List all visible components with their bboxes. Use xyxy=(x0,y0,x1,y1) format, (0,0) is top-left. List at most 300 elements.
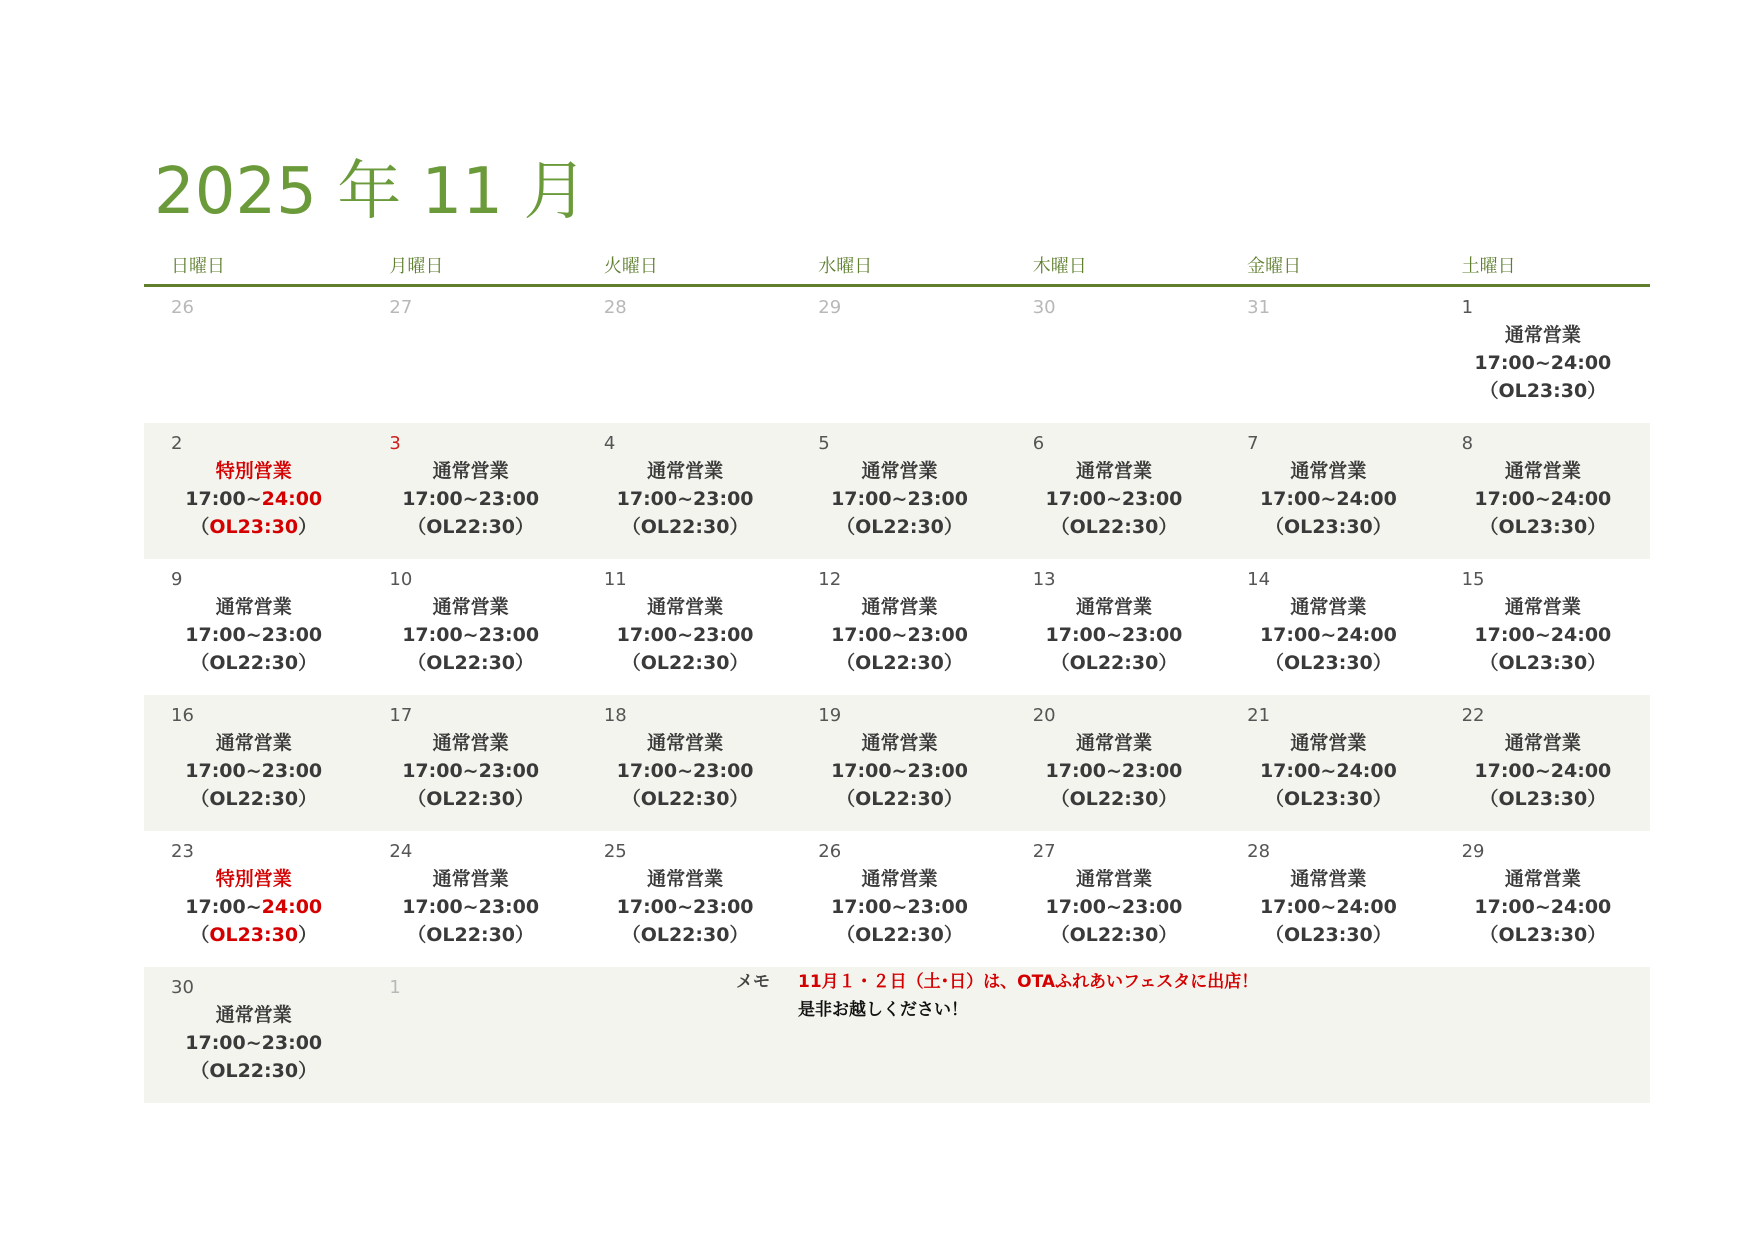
time-separator: ~ xyxy=(1534,488,1551,510)
open-time: 17:00 xyxy=(831,488,892,510)
open-time: 17:00 xyxy=(616,624,678,646)
open-time: 17:00 xyxy=(1045,624,1106,646)
paren-open: （ xyxy=(407,924,427,946)
day-number: 1 xyxy=(389,977,401,998)
paren-open: （ xyxy=(407,788,427,810)
business-status: 通常営業 xyxy=(215,732,292,754)
calendar-day-cell xyxy=(1007,287,1221,423)
hours-line xyxy=(1436,349,1650,377)
last-order-line xyxy=(1436,785,1650,813)
last-order-time: OL22:30 xyxy=(855,788,944,810)
close-time: 23:00 xyxy=(693,488,754,510)
hours-line xyxy=(363,485,577,513)
paren-open: （ xyxy=(621,516,641,538)
paren-close: ） xyxy=(1587,516,1607,538)
close-time: 24:00 xyxy=(1550,488,1612,510)
business-status: 通常営業 xyxy=(1504,460,1581,482)
last-order-time: OL22:30 xyxy=(426,652,516,674)
open-time: 17:00 xyxy=(185,760,246,782)
business-hours xyxy=(1007,865,1221,949)
hours-line xyxy=(1221,893,1435,921)
day-number: 11 xyxy=(603,569,627,590)
paren-close: ） xyxy=(1158,516,1178,538)
open-time: 17:00 xyxy=(1474,624,1535,646)
open-time: 17:00 xyxy=(185,896,246,918)
open-time: 17:00 xyxy=(185,488,246,510)
weekday-label: 日曜日 xyxy=(171,256,225,277)
close-time: 23:00 xyxy=(907,760,968,782)
close-time: 24:00 xyxy=(261,896,323,918)
calendar-day-cell xyxy=(1221,423,1435,559)
paren-open: （ xyxy=(1265,516,1285,538)
last-order-time: OL22:30 xyxy=(855,516,944,538)
hours-line xyxy=(144,757,363,785)
open-time: 17:00 xyxy=(402,624,463,646)
business-hours xyxy=(578,865,792,949)
paren-open: （ xyxy=(1479,924,1499,946)
business-status: 通常営業 xyxy=(1290,596,1367,618)
last-order-time: OL22:30 xyxy=(426,516,516,538)
close-time: 23:00 xyxy=(261,760,323,782)
close-time: 24:00 xyxy=(1336,488,1397,510)
day-number: 31 xyxy=(1247,297,1271,318)
business-hours xyxy=(363,729,577,813)
time-separator: ~ xyxy=(245,760,262,782)
last-order-time: OL22:30 xyxy=(640,924,730,946)
paren-close: ） xyxy=(1587,924,1607,946)
business-hours xyxy=(792,865,1006,949)
paren-open: （ xyxy=(836,924,856,946)
business-hours xyxy=(1007,593,1221,677)
close-time: 23:00 xyxy=(1121,488,1183,510)
business-hours xyxy=(792,729,1006,813)
business-hours xyxy=(578,593,792,677)
calendar-day-cell xyxy=(363,967,577,1103)
day-number: 2 xyxy=(171,433,183,454)
calendar-day-cell xyxy=(363,695,577,831)
day-number: 29 xyxy=(818,297,842,318)
business-status: 通常営業 xyxy=(861,732,938,754)
paren-close: ） xyxy=(1372,652,1392,674)
business-status: 通常営業 xyxy=(215,596,292,618)
hours-line xyxy=(144,485,363,513)
weekday-label: 土曜日 xyxy=(1461,256,1516,277)
calendar-day-cell xyxy=(1436,287,1650,423)
last-order-time: OL23:30 xyxy=(1498,924,1588,946)
calendar-day-cell xyxy=(1221,695,1435,831)
paren-open: （ xyxy=(1479,788,1499,810)
hours-line xyxy=(792,621,1006,649)
business-status: 通常営業 xyxy=(647,732,724,754)
close-time: 23:00 xyxy=(907,624,968,646)
paren-close: ） xyxy=(1587,788,1607,810)
paren-close: ） xyxy=(1372,788,1392,810)
business-hours xyxy=(1436,865,1650,949)
paren-close: ） xyxy=(515,652,535,674)
business-hours xyxy=(1221,593,1435,677)
calendar-day-cell xyxy=(144,831,363,967)
paren-open: （ xyxy=(1265,788,1285,810)
close-time: 23:00 xyxy=(1121,760,1183,782)
last-order-line xyxy=(363,649,577,677)
last-order-line xyxy=(792,785,1006,813)
hours-line xyxy=(1436,893,1650,921)
paren-open: （ xyxy=(1050,652,1070,674)
close-time: 23:00 xyxy=(478,896,540,918)
last-order-time: OL22:30 xyxy=(1069,516,1159,538)
business-status: 通常営業 xyxy=(1290,868,1367,890)
weekday-label: 木曜日 xyxy=(1032,256,1087,277)
open-time: 17:00 xyxy=(1474,352,1535,374)
weekday-label: 水曜日 xyxy=(818,256,873,277)
hours-line xyxy=(792,757,1006,785)
close-time: 24:00 xyxy=(1550,352,1612,374)
business-status: 通常営業 xyxy=(647,460,724,482)
last-order-time: OL23:30 xyxy=(1498,380,1588,402)
business-hours xyxy=(1436,321,1650,405)
open-time: 17:00 xyxy=(831,896,892,918)
day-number: 27 xyxy=(1032,841,1056,862)
open-time: 17:00 xyxy=(616,760,678,782)
business-status: 通常営業 xyxy=(215,1004,292,1026)
calendar-day-cell xyxy=(1007,695,1221,831)
day-number: 21 xyxy=(1247,705,1271,726)
paren-close: ） xyxy=(943,516,963,538)
paren-close: ） xyxy=(1158,652,1178,674)
day-number: 8 xyxy=(1461,433,1474,454)
calendar-day-cell xyxy=(363,287,577,423)
close-time: 23:00 xyxy=(907,488,968,510)
paren-open: （ xyxy=(190,924,210,946)
last-order-line xyxy=(144,649,363,677)
day-number: 30 xyxy=(1032,297,1056,318)
last-order-time: OL22:30 xyxy=(855,652,944,674)
page-title: 2025 年 11 月 xyxy=(154,155,588,229)
business-hours xyxy=(363,865,577,949)
calendar-day-cell xyxy=(1007,559,1221,695)
day-number: 26 xyxy=(171,297,194,318)
last-order-line xyxy=(1436,377,1650,405)
last-order-line xyxy=(1007,513,1221,541)
paren-close: ） xyxy=(1587,380,1607,402)
open-time: 17:00 xyxy=(1474,896,1535,918)
calendar-day-cell xyxy=(144,559,363,695)
weekday-label: 金曜日 xyxy=(1247,256,1302,277)
paren-close: ） xyxy=(1158,788,1178,810)
open-time: 17:00 xyxy=(1045,896,1106,918)
calendar-day-cell xyxy=(144,695,363,831)
last-order-time: OL23:30 xyxy=(209,516,299,538)
day-number: 3 xyxy=(389,433,401,454)
calendar-day-cell xyxy=(1221,287,1435,423)
close-time: 23:00 xyxy=(478,624,540,646)
time-separator: ~ xyxy=(1320,624,1337,646)
close-time: 24:00 xyxy=(1550,624,1612,646)
hours-line xyxy=(144,893,363,921)
time-separator: ~ xyxy=(245,624,262,646)
business-status: 通常営業 xyxy=(432,732,509,754)
last-order-line xyxy=(144,1057,363,1085)
time-separator: ~ xyxy=(1534,624,1551,646)
day-number: 28 xyxy=(603,297,627,318)
close-time: 23:00 xyxy=(693,896,754,918)
business-status: 通常営業 xyxy=(432,460,509,482)
business-hours xyxy=(1007,457,1221,541)
calendar-day-cell xyxy=(1436,423,1650,559)
hours-line xyxy=(1221,757,1435,785)
hours-line xyxy=(363,757,577,785)
calendar-day-cell xyxy=(1221,559,1435,695)
open-time: 17:00 xyxy=(1045,760,1106,782)
paren-close: ） xyxy=(1372,924,1392,946)
time-separator: ~ xyxy=(891,624,908,646)
open-time: 17:00 xyxy=(831,760,892,782)
hours-line xyxy=(1007,893,1221,921)
calendar-week-row xyxy=(144,423,1650,559)
day-number: 25 xyxy=(603,841,627,862)
open-time: 17:00 xyxy=(1045,488,1106,510)
calendar-day-cell xyxy=(1221,831,1435,967)
time-separator: ~ xyxy=(1320,488,1337,510)
last-order-time: OL22:30 xyxy=(640,652,730,674)
hours-line xyxy=(792,893,1006,921)
paren-close: ） xyxy=(943,652,963,674)
day-number: 13 xyxy=(1032,569,1056,590)
close-time: 23:00 xyxy=(478,760,540,782)
last-order-time: OL23:30 xyxy=(1284,788,1373,810)
close-time: 24:00 xyxy=(1336,624,1397,646)
last-order-time: OL22:30 xyxy=(640,516,730,538)
time-separator: ~ xyxy=(891,760,908,782)
close-time: 23:00 xyxy=(907,896,968,918)
open-time: 17:00 xyxy=(616,896,678,918)
paren-close: ） xyxy=(1372,516,1392,538)
last-order-time: OL23:30 xyxy=(1498,788,1588,810)
last-order-line xyxy=(792,921,1006,949)
hours-line xyxy=(1007,757,1221,785)
business-status: 通常営業 xyxy=(1290,460,1367,482)
open-time: 17:00 xyxy=(1259,488,1321,510)
business-status: 通常営業 xyxy=(861,460,938,482)
business-hours xyxy=(1221,457,1435,541)
memo-label: メモ xyxy=(736,972,770,992)
paren-open: （ xyxy=(1050,788,1070,810)
day-number: 17 xyxy=(389,705,413,726)
calendar-day-cell xyxy=(1436,695,1650,831)
business-status: 通常営業 xyxy=(647,868,724,890)
last-order-time: OL22:30 xyxy=(855,924,944,946)
last-order-line xyxy=(578,649,792,677)
calendar-day-cell xyxy=(792,559,1006,695)
day-number: 5 xyxy=(818,433,830,454)
last-order-time: OL23:30 xyxy=(1284,516,1373,538)
last-order-line xyxy=(1007,649,1221,677)
day-number: 12 xyxy=(818,569,842,590)
last-order-line xyxy=(363,513,577,541)
last-order-line xyxy=(1007,785,1221,813)
weekday-header xyxy=(144,254,1650,287)
hours-line xyxy=(1221,621,1435,649)
day-number: 9 xyxy=(171,569,183,590)
open-time: 17:00 xyxy=(1259,760,1321,782)
close-time: 24:00 xyxy=(1336,896,1397,918)
paren-open: （ xyxy=(621,788,641,810)
paren-close: ） xyxy=(515,788,535,810)
business-status: 通常営業 xyxy=(861,868,938,890)
time-separator: ~ xyxy=(1534,760,1551,782)
time-separator: ~ xyxy=(1320,896,1337,918)
calendar-day-cell xyxy=(578,831,792,967)
open-time: 17:00 xyxy=(616,488,678,510)
last-order-line xyxy=(144,921,363,949)
last-order-time: OL22:30 xyxy=(426,924,516,946)
calendar-day-cell xyxy=(792,831,1006,967)
last-order-time: OL23:30 xyxy=(1284,924,1373,946)
calendar-day-cell xyxy=(1007,423,1221,559)
day-number: 10 xyxy=(389,569,413,590)
open-time: 17:00 xyxy=(1474,488,1535,510)
hours-line xyxy=(792,485,1006,513)
business-status: 通常営業 xyxy=(1075,732,1152,754)
paren-open: （ xyxy=(836,788,856,810)
business-hours xyxy=(144,865,363,949)
last-order-line xyxy=(144,513,363,541)
time-separator: ~ xyxy=(891,896,908,918)
close-time: 23:00 xyxy=(1121,896,1183,918)
calendar-day-cell xyxy=(144,423,363,559)
time-separator: ~ xyxy=(677,624,694,646)
calendar-day-cell xyxy=(578,423,792,559)
hours-line xyxy=(1436,621,1650,649)
paren-close: ） xyxy=(729,924,749,946)
last-order-line xyxy=(792,649,1006,677)
time-separator: ~ xyxy=(245,896,262,918)
time-separator: ~ xyxy=(677,760,694,782)
calendar-day-cell xyxy=(1436,559,1650,695)
close-time: 24:00 xyxy=(1550,896,1612,918)
day-number: 24 xyxy=(389,841,413,862)
calendar-day-cell xyxy=(578,695,792,831)
time-separator: ~ xyxy=(462,624,479,646)
calendar-day-cell xyxy=(1436,967,1650,1103)
paren-close: ） xyxy=(729,652,749,674)
business-hours xyxy=(1436,457,1650,541)
paren-open: （ xyxy=(1050,924,1070,946)
business-status: 通常営業 xyxy=(432,596,509,618)
close-time: 23:00 xyxy=(261,624,323,646)
paren-close: ） xyxy=(298,516,318,538)
time-separator: ~ xyxy=(245,488,262,510)
paren-close: ） xyxy=(298,652,318,674)
close-time: 24:00 xyxy=(1336,760,1397,782)
business-hours xyxy=(144,1001,363,1085)
paren-close: ） xyxy=(515,924,535,946)
paren-open: （ xyxy=(836,516,856,538)
business-status: 特別営業 xyxy=(215,868,292,890)
memo-text-line1: 11月１・２日（土･日）は、OTAふれあいフェスタに出店！ xyxy=(798,972,1259,992)
business-hours xyxy=(144,593,363,677)
last-order-line xyxy=(363,785,577,813)
open-time: 17:00 xyxy=(185,1032,246,1054)
last-order-time: OL22:30 xyxy=(209,788,299,810)
last-order-time: OL23:30 xyxy=(1284,652,1373,674)
day-number: 20 xyxy=(1032,705,1056,726)
last-order-line xyxy=(1007,921,1221,949)
calendar-day-cell xyxy=(363,423,577,559)
last-order-time: OL22:30 xyxy=(209,652,299,674)
hours-line xyxy=(578,485,792,513)
paren-close: ） xyxy=(1158,924,1178,946)
business-hours xyxy=(144,729,363,813)
paren-open: （ xyxy=(407,652,427,674)
calendar-day-cell xyxy=(578,287,792,423)
paren-close: ） xyxy=(515,516,535,538)
time-separator: ~ xyxy=(1105,624,1122,646)
hours-line xyxy=(363,893,577,921)
day-number: 30 xyxy=(171,977,194,998)
time-separator: ~ xyxy=(1534,896,1551,918)
paren-open: （ xyxy=(1265,924,1285,946)
weekday-label: 火曜日 xyxy=(603,256,658,277)
last-order-line xyxy=(1221,921,1435,949)
last-order-time: OL22:30 xyxy=(209,1060,299,1082)
close-time: 24:00 xyxy=(1550,760,1612,782)
day-number: 4 xyxy=(603,433,616,454)
calendar-day-cell xyxy=(1007,831,1221,967)
close-time: 23:00 xyxy=(693,760,754,782)
time-separator: ~ xyxy=(891,488,908,510)
day-number: 23 xyxy=(171,841,194,862)
paren-open: （ xyxy=(836,652,856,674)
last-order-line xyxy=(792,513,1006,541)
last-order-line xyxy=(1436,921,1650,949)
calendar-day-cell xyxy=(792,287,1006,423)
business-status: 通常営業 xyxy=(432,868,509,890)
business-status: 通常営業 xyxy=(1075,868,1152,890)
time-separator: ~ xyxy=(677,488,694,510)
paren-open: （ xyxy=(1479,516,1499,538)
paren-open: （ xyxy=(1265,652,1285,674)
memo-text-line2: 是非お越しください！ xyxy=(798,1000,968,1020)
last-order-time: OL23:30 xyxy=(1498,652,1588,674)
last-order-time: OL23:30 xyxy=(1498,516,1588,538)
paren-close: ） xyxy=(1587,652,1607,674)
paren-open: （ xyxy=(621,652,641,674)
last-order-line xyxy=(1221,513,1435,541)
business-hours xyxy=(1436,593,1650,677)
hours-line xyxy=(363,621,577,649)
day-number: 28 xyxy=(1247,841,1271,862)
calendar-day-cell xyxy=(144,967,363,1103)
last-order-line xyxy=(1221,649,1435,677)
day-number: 18 xyxy=(603,705,627,726)
calendar-day-cell xyxy=(363,831,577,967)
paren-open: （ xyxy=(621,924,641,946)
paren-open: （ xyxy=(190,652,210,674)
open-time: 17:00 xyxy=(402,488,463,510)
weekday-label: 月曜日 xyxy=(389,256,444,277)
business-hours xyxy=(578,457,792,541)
paren-close: ） xyxy=(298,788,318,810)
last-order-line xyxy=(1221,785,1435,813)
business-hours xyxy=(144,457,363,541)
day-number: 27 xyxy=(389,297,413,318)
calendar-week-row xyxy=(144,287,1650,423)
last-order-line xyxy=(1436,649,1650,677)
time-separator: ~ xyxy=(677,896,694,918)
business-hours xyxy=(1436,729,1650,813)
paren-open: （ xyxy=(190,1060,210,1082)
